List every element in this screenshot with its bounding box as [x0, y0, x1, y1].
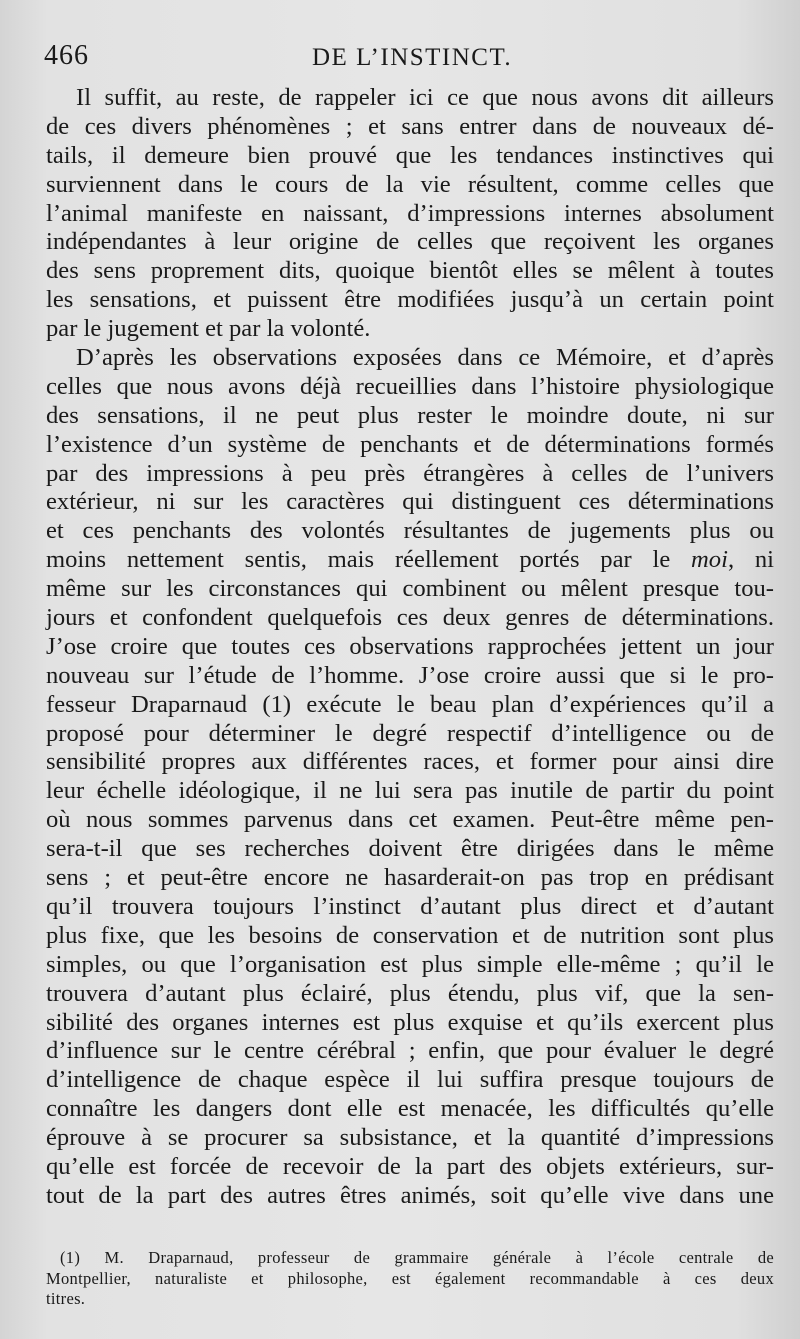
footnote-line: Montpellier, naturaliste et philosophe, est également recommandable à ces deux — [46, 1268, 774, 1288]
footnote-line: titres. — [46, 1289, 86, 1308]
text-line: sensibilité propres aux différentes races, et former pour ainsi dire — [46, 748, 774, 776]
text-line: Il suffit, au reste, de rappeler ici ce que nous avons dit ailleurs — [76, 84, 774, 111]
page-header — [44, 40, 744, 80]
text-line: D’après les observations exposées dans ce Mémoire, et d’après — [76, 344, 774, 372]
text-line: par des impressions à peu près étrangères à celles de l’univers — [46, 459, 774, 487]
page-number: 466 — [44, 40, 89, 71]
text-line: des sens proprement dits, quoique bientôt elles se mêlent à toutes — [46, 257, 774, 285]
text-line: J’ose croire que toutes ces observations rapprochées jettent un jour — [46, 632, 774, 660]
text-line: même sur les circonstances qui combinent ou mêlent presque tou- — [46, 575, 774, 603]
text-line: et ces penchants des volontés résultantes de jugements plus ou — [46, 517, 774, 545]
text-line: sera-t-il que ses recherches doivent être dirigées dans le même — [46, 835, 774, 863]
text-line-with-italic-moi: moins nettement sentis, mais réellement portés par le moi, ni — [46, 546, 775, 574]
text-line: l’existence d’un système de penchants et de déterminations formés — [46, 430, 774, 458]
text-line: sens ; et peut-être encore ne hasarderait-on pas trop en prédisant — [46, 864, 774, 892]
text-line: tails, il demeure bien prouvé que les tendances instinctives qui — [46, 141, 774, 169]
text-line: nouveau sur l’étude de l’homme. J’ose croire aussi que si le pro- — [46, 661, 774, 689]
text-line: l’animal manifeste en naissant, d’impressions internes absolument — [46, 199, 774, 227]
text-line: plus fixe, que les besoins de conservation et de nutrition sont plus — [46, 921, 774, 949]
text-line: d’influence sur le centre cérébral ; enfin, que pour évaluer le degré — [46, 1037, 774, 1065]
text-line: proposé pour déterminer le degré respectif d’intelligence ou de — [46, 719, 774, 747]
text-line: tout de la part des autres êtres animés, soit qu’elle vive dans une — [46, 1181, 774, 1209]
body-text — [46, 84, 774, 1211]
text-line: indépendantes à leur origine de celles que reçoivent les organes — [46, 228, 774, 256]
footnote-line: (1) M. Draparnaud, professeur de grammaire générale à l’école centrale de — [60, 1248, 774, 1267]
text-line: connaître les dangers dont elle est menacée, les difficultés qu’elle — [46, 1095, 774, 1123]
text-line: simples, ou que l’organisation est plus simple elle-même ; qu’il le — [46, 950, 774, 978]
text-line: celles que nous avons déjà recueillies dans l’histoire physiologique — [46, 372, 774, 400]
text-line: où nous sommes parvenus dans cet examen. Peut-être même pen- — [46, 806, 774, 834]
text-line: surviennent dans le cours de la vie résultent, comme celles que — [46, 170, 774, 198]
italic-word: moi — [691, 546, 728, 574]
running-head: DE L’INSTINCT. — [312, 44, 513, 71]
text-line: de ces divers phénomènes ; et sans entrer dans de nouveaux dé- — [46, 112, 774, 140]
text-line: par le jugement et par la volonté. — [46, 315, 371, 343]
text-line: jours et confondent quelquefois ces deux genres de déterminations. — [46, 604, 774, 632]
text-line: leur échelle idéologique, il ne lui sera pas inutile de partir du point — [46, 777, 774, 805]
text-line: les sensations, et puissent être modifiées jusqu’à un certain point — [46, 286, 774, 314]
text-line: qu’elle est forcée de recevoir de la part des objets extérieurs, sur- — [46, 1152, 774, 1180]
text-line: sibilité des organes internes est plus exquise et qu’ils exercent plus — [46, 1008, 774, 1036]
text-line: trouvera d’autant plus éclairé, plus étendu, plus vif, que la sen- — [46, 979, 774, 1007]
text-line: d’intelligence de chaque espèce il lui suffira presque toujours de — [46, 1066, 774, 1094]
text-line: éprouve à se procurer sa subsistance, et la quantité d’impressions — [46, 1124, 774, 1152]
text-line: des sensations, il ne peut plus rester le moindre doute, ni sur — [46, 401, 774, 429]
text-line: extérieur, ni sur les caractères qui distinguent ces déterminations — [46, 488, 774, 516]
footnote — [46, 1248, 774, 1310]
text-line: qu’il trouvera toujours l’instinct d’autant plus direct et d’autant — [46, 892, 774, 920]
text-line: fesseur Draparnaud (1) exécute le beau plan d’expériences qu’il a — [46, 690, 774, 718]
